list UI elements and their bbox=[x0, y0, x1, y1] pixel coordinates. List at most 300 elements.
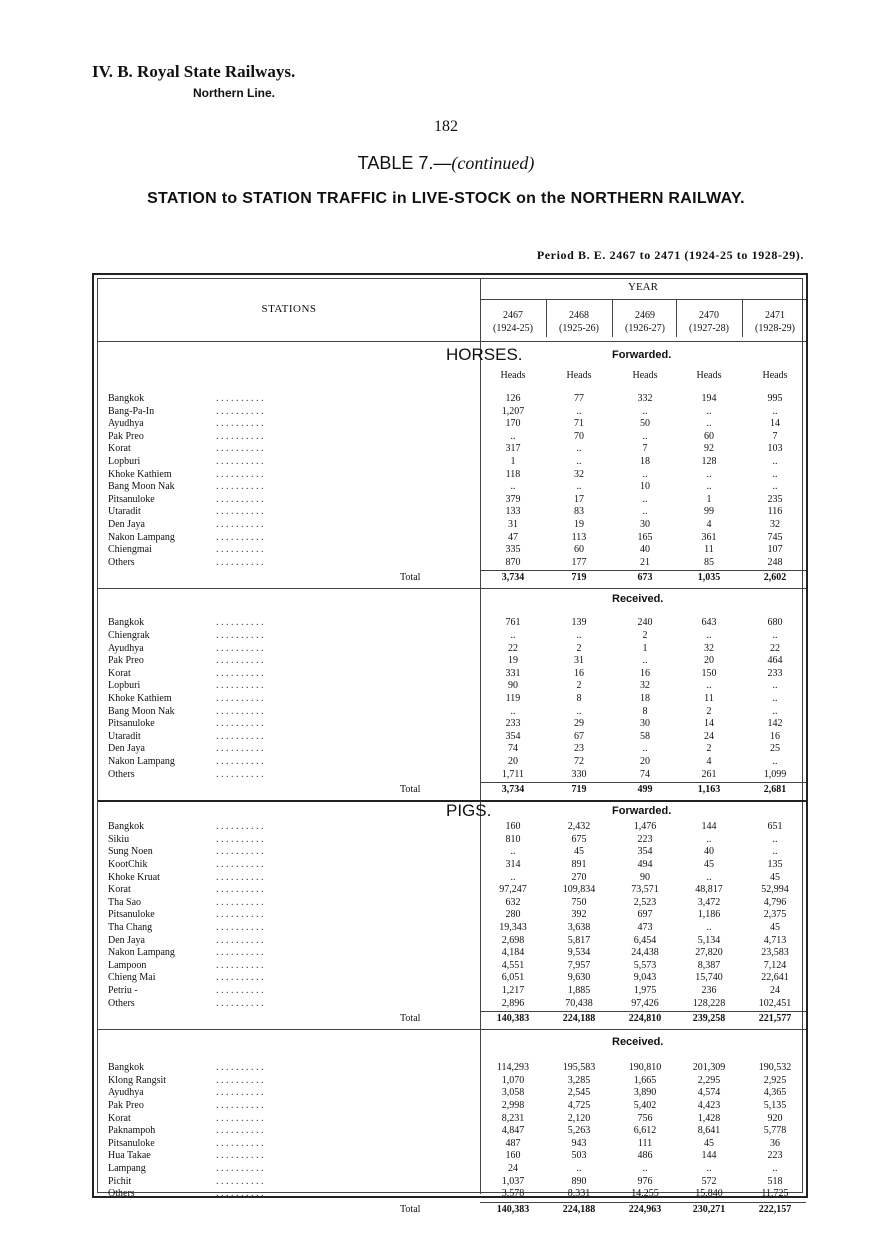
table-row bbox=[94, 668, 810, 681]
total-cell: 673 bbox=[637, 572, 653, 584]
value-cell: 5,778 bbox=[763, 1125, 787, 1137]
station-name: Bang Moon Nak bbox=[108, 481, 175, 493]
station-name: Bang Moon Nak bbox=[108, 705, 175, 717]
station-name: Others bbox=[108, 1188, 135, 1200]
table-row bbox=[94, 743, 810, 756]
leader-dots: . . . . . . . . . . bbox=[216, 1100, 264, 1111]
value-cell: 240 bbox=[637, 617, 653, 629]
value-cell: 3,472 bbox=[697, 896, 721, 908]
year-be: 2467 bbox=[503, 310, 523, 321]
value-cell: 3,285 bbox=[567, 1074, 591, 1086]
value-cell: 2,698 bbox=[501, 934, 525, 946]
value-cell: 1,975 bbox=[633, 985, 657, 996]
value-cell: 90 bbox=[640, 871, 650, 883]
leader-dots: . . . . . . . . . . bbox=[216, 493, 264, 505]
value-cell: 379 bbox=[505, 493, 521, 505]
value-cell: 317 bbox=[505, 443, 521, 455]
value-cell: 3,890 bbox=[633, 1087, 657, 1099]
value-cell: 1,070 bbox=[501, 1074, 525, 1086]
value-cell: .. bbox=[642, 430, 648, 442]
table-row bbox=[94, 630, 810, 643]
table-row bbox=[94, 506, 810, 519]
station-name: Nakon Lampang bbox=[108, 947, 175, 959]
value-cell: 6,454 bbox=[633, 934, 657, 946]
value-cell: 190,810 bbox=[628, 1062, 662, 1074]
value-cell: 19,343 bbox=[499, 922, 527, 933]
value-cell: 8 bbox=[642, 705, 648, 717]
leader-dots: . . . . . . . . . . bbox=[216, 1163, 264, 1174]
table-row bbox=[94, 872, 810, 885]
value-cell: .. bbox=[576, 443, 582, 455]
value-cell: .. bbox=[772, 846, 778, 858]
table-row bbox=[94, 406, 810, 419]
value-cell: 70 bbox=[574, 430, 584, 442]
value-cell: 32 bbox=[574, 468, 584, 480]
value-cell: 45 bbox=[574, 846, 584, 858]
value-cell: 632 bbox=[505, 896, 521, 908]
value-cell: 22 bbox=[770, 642, 780, 654]
station-name: Lampoon bbox=[108, 959, 147, 971]
value-cell: 392 bbox=[571, 909, 587, 921]
value-cell: 248 bbox=[767, 556, 783, 568]
value-cell: 14 bbox=[704, 718, 714, 730]
total-cell: 224,963 bbox=[628, 1203, 662, 1215]
value-cell: 4,796 bbox=[763, 896, 787, 908]
value-cell: .. bbox=[772, 1163, 778, 1174]
value-cell: 7,957 bbox=[567, 959, 591, 971]
value-cell: 128 bbox=[701, 456, 717, 467]
leader-dots: . . . . . . . . . . bbox=[216, 833, 264, 845]
value-cell: 9,630 bbox=[567, 972, 591, 984]
table-row bbox=[94, 1113, 810, 1126]
value-cell: .. bbox=[576, 456, 582, 467]
total-cell: 221,577 bbox=[758, 1013, 792, 1025]
leader-dots: . . . . . . . . . . bbox=[216, 556, 264, 568]
value-cell: 109,834 bbox=[562, 884, 596, 896]
value-cell: 335 bbox=[505, 544, 521, 556]
year-be: 2469 bbox=[635, 310, 655, 321]
value-cell: 103 bbox=[767, 443, 783, 455]
station-name: Pak Preo bbox=[108, 655, 144, 667]
direction-label: Forwarded. bbox=[612, 805, 672, 818]
station-name: Petriu - bbox=[108, 985, 138, 996]
value-cell: .. bbox=[706, 1163, 712, 1174]
value-cell: 45 bbox=[770, 922, 780, 933]
leader-dots: . . . . . . . . . . bbox=[216, 468, 264, 480]
period-label: Period B. E. 2467 to 2471 (1924-25 to 1928-29). bbox=[536, 248, 804, 262]
table-row bbox=[94, 846, 810, 859]
value-cell: .. bbox=[772, 630, 778, 641]
value-cell: .. bbox=[642, 655, 648, 667]
value-cell: .. bbox=[642, 743, 648, 755]
table-row bbox=[94, 680, 810, 693]
value-cell: 50 bbox=[640, 418, 650, 430]
value-cell: 675 bbox=[571, 833, 587, 845]
value-cell: 4,365 bbox=[763, 1087, 787, 1099]
value-cell: .. bbox=[772, 680, 778, 692]
value-cell: .. bbox=[576, 1163, 582, 1174]
station-name: Lopburi bbox=[108, 680, 141, 692]
value-cell: 72 bbox=[574, 756, 584, 767]
value-cell: 891 bbox=[571, 859, 587, 870]
table-row bbox=[94, 418, 810, 431]
table-row bbox=[94, 693, 810, 706]
leader-dots: . . . . . . . . . . bbox=[216, 718, 264, 730]
value-cell: 24 bbox=[770, 985, 780, 996]
station-name: Others bbox=[108, 997, 135, 1009]
station-name: Lopburi bbox=[108, 456, 141, 467]
station-name: Hua Takae bbox=[108, 1150, 151, 1162]
value-cell: 119 bbox=[505, 693, 521, 704]
table-row bbox=[94, 769, 810, 782]
station-name: Pitsanuloke bbox=[108, 493, 155, 505]
station-name: Bangkok bbox=[108, 1062, 145, 1074]
value-cell: 9,043 bbox=[633, 972, 657, 984]
value-cell: 2,375 bbox=[763, 909, 787, 921]
total-cell: 2,602 bbox=[763, 572, 787, 584]
leader-dots: . . . . . . . . . . bbox=[216, 884, 264, 896]
section-rule bbox=[98, 1029, 806, 1030]
value-cell: 31 bbox=[508, 519, 518, 530]
value-cell: 4,713 bbox=[763, 934, 787, 946]
value-cell: 36 bbox=[770, 1137, 780, 1149]
value-cell: .. bbox=[706, 481, 712, 493]
value-cell: 165 bbox=[637, 531, 653, 543]
value-cell: 5,817 bbox=[567, 934, 591, 946]
year-ce: (1928-29) bbox=[755, 323, 795, 334]
station-name: Korat bbox=[108, 443, 131, 455]
total-cell: 1,035 bbox=[697, 572, 721, 584]
leader-dots: . . . . . . . . . . bbox=[216, 821, 264, 833]
value-cell: 1,885 bbox=[567, 985, 591, 996]
value-cell: .. bbox=[772, 756, 778, 767]
value-cell: 473 bbox=[637, 922, 653, 933]
value-cell: 486 bbox=[637, 1150, 653, 1162]
leader-dots: . . . . . . . . . . bbox=[216, 1137, 264, 1149]
value-cell: 133 bbox=[505, 506, 521, 518]
table-row bbox=[94, 481, 810, 494]
table-row bbox=[94, 960, 810, 973]
value-cell: 113 bbox=[571, 531, 587, 543]
value-cell: 4,423 bbox=[697, 1100, 721, 1111]
value-cell: 761 bbox=[505, 617, 521, 629]
value-cell: 1,099 bbox=[763, 768, 787, 780]
value-cell: 24 bbox=[704, 730, 714, 742]
value-cell: 73,571 bbox=[631, 884, 659, 896]
total-cell: 140,383 bbox=[496, 1203, 530, 1215]
value-cell: .. bbox=[772, 405, 778, 417]
value-cell: 20 bbox=[704, 655, 714, 667]
table-row bbox=[94, 821, 810, 834]
leader-dots: . . . . . . . . . . bbox=[216, 1074, 264, 1086]
table-row bbox=[94, 1100, 810, 1113]
table-row bbox=[94, 456, 810, 469]
value-cell: 27,820 bbox=[695, 947, 723, 959]
station-name: Korat bbox=[108, 1112, 131, 1124]
station-name: Ayudhya bbox=[108, 642, 144, 654]
station-name: Khoke Kathiem bbox=[108, 468, 172, 480]
value-cell: 45 bbox=[704, 1137, 714, 1149]
leader-dots: . . . . . . . . . . bbox=[216, 871, 264, 883]
value-cell: 697 bbox=[637, 909, 653, 921]
value-cell: 1,037 bbox=[501, 1175, 525, 1187]
value-cell: 314 bbox=[505, 859, 521, 870]
leader-dots: . . . . . . . . . . bbox=[216, 1150, 264, 1162]
leader-dots: . . . . . . . . . . bbox=[216, 655, 264, 667]
value-cell: 40 bbox=[704, 846, 714, 858]
value-cell: 139 bbox=[571, 617, 587, 629]
value-cell: .. bbox=[772, 481, 778, 493]
leader-dots: . . . . . . . . . . bbox=[216, 456, 264, 467]
station-name: Bangkok bbox=[108, 617, 145, 629]
section-title: HORSES. bbox=[446, 345, 523, 364]
value-cell: 47 bbox=[508, 531, 518, 543]
value-cell: 572 bbox=[701, 1175, 717, 1187]
value-cell: 60 bbox=[704, 430, 714, 442]
total-rule bbox=[480, 1202, 806, 1203]
station-name: Chiengmai bbox=[108, 544, 152, 556]
value-cell: 5,134 bbox=[697, 934, 721, 946]
leader-dots: . . . . . . . . . . bbox=[216, 756, 264, 767]
year-column-header bbox=[480, 309, 546, 335]
value-cell: .. bbox=[510, 481, 516, 493]
value-cell: 11 bbox=[704, 693, 714, 704]
leader-dots: . . . . . . . . . . bbox=[216, 947, 264, 959]
leader-dots: . . . . . . . . . . bbox=[216, 922, 264, 933]
value-cell: 15,840 bbox=[695, 1188, 723, 1200]
total-cell: 140,383 bbox=[496, 1013, 530, 1025]
value-cell: 2,523 bbox=[633, 896, 657, 908]
value-cell: 52,994 bbox=[761, 884, 789, 896]
year-be: 2470 bbox=[699, 310, 719, 321]
value-cell: 2,925 bbox=[763, 1074, 787, 1086]
station-name: Korat bbox=[108, 884, 131, 896]
value-cell: 331 bbox=[505, 667, 521, 679]
value-cell: 976 bbox=[637, 1175, 653, 1187]
value-cell: 170 bbox=[505, 418, 521, 430]
station-name: Lampang bbox=[108, 1163, 146, 1174]
value-cell: 4,184 bbox=[501, 947, 525, 959]
value-cell: 6,612 bbox=[633, 1125, 657, 1137]
value-cell: .. bbox=[576, 630, 582, 641]
value-cell: 5,573 bbox=[633, 959, 657, 971]
value-cell: 233 bbox=[767, 667, 783, 679]
value-cell: 8 bbox=[576, 693, 582, 704]
station-name: Khoke Kathiem bbox=[108, 693, 172, 704]
value-cell: 6,051 bbox=[501, 972, 525, 984]
value-cell: 114,293 bbox=[496, 1062, 530, 1074]
table-row bbox=[94, 731, 810, 744]
leader-dots: . . . . . . . . . . bbox=[216, 405, 264, 417]
value-cell: 20 bbox=[508, 756, 518, 767]
heads-unit-label: Heads bbox=[500, 370, 526, 381]
value-cell: 97,247 bbox=[499, 884, 527, 896]
table-row bbox=[94, 1087, 810, 1100]
value-cell: 2 bbox=[576, 642, 582, 654]
table-number: TABLE 7.— bbox=[357, 153, 452, 173]
leader-dots: . . . . . . . . . . bbox=[216, 959, 264, 971]
table-row bbox=[94, 557, 810, 570]
value-cell: 7 bbox=[772, 430, 778, 442]
leader-dots: . . . . . . . . . . bbox=[216, 985, 264, 996]
year-header: YEAR bbox=[628, 281, 658, 293]
value-cell: 3,578 bbox=[501, 1188, 525, 1200]
value-cell: 14 bbox=[770, 418, 780, 430]
table-row bbox=[94, 884, 810, 897]
leader-dots: . . . . . . . . . . bbox=[216, 642, 264, 654]
table-row bbox=[94, 643, 810, 656]
value-cell: 126 bbox=[505, 393, 521, 404]
value-cell: 16 bbox=[574, 667, 584, 679]
value-cell: 4,725 bbox=[567, 1100, 591, 1111]
table-row bbox=[94, 998, 810, 1011]
value-cell: 354 bbox=[505, 730, 521, 742]
value-cell: 995 bbox=[767, 393, 783, 404]
value-cell: 201,309 bbox=[692, 1062, 726, 1074]
value-cell: 354 bbox=[637, 846, 653, 858]
value-cell: 4 bbox=[706, 519, 712, 530]
table-row bbox=[94, 1150, 810, 1163]
value-cell: .. bbox=[706, 680, 712, 692]
value-cell: 1,186 bbox=[697, 909, 721, 921]
value-cell: .. bbox=[706, 833, 712, 845]
value-cell: 99 bbox=[704, 506, 714, 518]
leader-dots: . . . . . . . . . . bbox=[216, 617, 264, 629]
value-cell: .. bbox=[706, 630, 712, 641]
value-cell: 25 bbox=[770, 743, 780, 755]
direction-label: Received. bbox=[612, 593, 664, 606]
value-cell: 128,228 bbox=[692, 997, 726, 1009]
total-cell: 2,681 bbox=[763, 784, 787, 796]
value-cell: 40 bbox=[640, 544, 650, 556]
value-cell: .. bbox=[576, 705, 582, 717]
value-cell: .. bbox=[576, 481, 582, 493]
total-cell: 499 bbox=[637, 784, 653, 796]
value-cell: 16 bbox=[640, 667, 650, 679]
leader-dots: . . . . . . . . . . bbox=[216, 934, 264, 946]
total-label: Total bbox=[400, 1203, 421, 1215]
value-cell: 494 bbox=[637, 859, 653, 870]
value-cell: 17 bbox=[574, 493, 584, 505]
total-cell: 1,163 bbox=[697, 784, 721, 796]
value-cell: 77 bbox=[574, 393, 584, 404]
station-name: KootChik bbox=[108, 859, 148, 870]
station-name: Tha Chang bbox=[108, 922, 153, 933]
leader-dots: . . . . . . . . . . bbox=[216, 544, 264, 556]
table-row bbox=[94, 985, 810, 998]
total-cell: 3,734 bbox=[501, 572, 525, 584]
value-cell: .. bbox=[772, 456, 778, 467]
station-name: Tha Sao bbox=[108, 896, 142, 908]
value-cell: 92 bbox=[704, 443, 714, 455]
station-name: Ayudhya bbox=[108, 1087, 144, 1099]
value-cell: 18 bbox=[640, 456, 650, 467]
table-row bbox=[94, 756, 810, 769]
direction-label: Received. bbox=[612, 1036, 664, 1049]
value-cell: 48,817 bbox=[695, 884, 723, 896]
value-cell: 4 bbox=[706, 756, 712, 767]
value-cell: 177 bbox=[571, 556, 587, 568]
station-name: Pitsanuloke bbox=[108, 1137, 155, 1149]
table-row bbox=[94, 972, 810, 985]
value-cell: 71 bbox=[574, 418, 584, 430]
station-name: Den Jaya bbox=[108, 743, 145, 755]
value-cell: 15,740 bbox=[695, 972, 723, 984]
station-name: Nakon Lampang bbox=[108, 756, 175, 767]
station-name: Bang-Pa-In bbox=[108, 405, 155, 417]
year-header-divider bbox=[480, 299, 806, 300]
value-cell: 18 bbox=[640, 693, 650, 704]
station-name: Sung Noen bbox=[108, 846, 153, 858]
value-cell: 195,583 bbox=[562, 1062, 596, 1074]
value-cell: 2 bbox=[706, 743, 712, 755]
table-row bbox=[94, 1125, 810, 1138]
value-cell: 194 bbox=[701, 393, 717, 404]
leader-dots: . . . . . . . . . . bbox=[216, 443, 264, 455]
value-cell: 32 bbox=[704, 642, 714, 654]
leader-dots: . . . . . . . . . . bbox=[216, 418, 264, 430]
header-bottom-rule bbox=[98, 341, 806, 342]
station-name: Ayudhya bbox=[108, 418, 144, 430]
value-cell: 8,231 bbox=[501, 1112, 525, 1124]
leader-dots: . . . . . . . . . . bbox=[216, 768, 264, 780]
value-cell: 464 bbox=[767, 655, 783, 667]
value-cell: 67 bbox=[574, 730, 584, 742]
value-cell: 1,217 bbox=[501, 985, 525, 996]
value-cell: .. bbox=[642, 506, 648, 518]
value-cell: .. bbox=[642, 468, 648, 480]
heads-unit-label: Heads bbox=[632, 370, 658, 381]
station-name: Nakon Lampang bbox=[108, 531, 175, 543]
table-row bbox=[94, 834, 810, 847]
value-cell: 680 bbox=[767, 617, 783, 629]
value-cell: 2,896 bbox=[501, 997, 525, 1009]
station-name: Pak Preo bbox=[108, 1100, 144, 1111]
value-cell: .. bbox=[706, 405, 712, 417]
value-cell: 2,998 bbox=[501, 1100, 525, 1111]
value-cell: 870 bbox=[505, 556, 521, 568]
table-row bbox=[94, 655, 810, 668]
total-rule bbox=[480, 570, 806, 571]
table-row bbox=[94, 532, 810, 545]
table-row bbox=[94, 1176, 810, 1189]
table-row bbox=[94, 494, 810, 507]
total-label: Total bbox=[400, 784, 421, 796]
page-number: 182 bbox=[434, 118, 458, 135]
table-row bbox=[94, 897, 810, 910]
value-cell: 361 bbox=[701, 531, 717, 543]
section-rule bbox=[98, 588, 806, 589]
station-name: Pichit bbox=[108, 1175, 132, 1187]
value-cell: 19 bbox=[508, 655, 518, 667]
value-cell: 2,545 bbox=[567, 1087, 591, 1099]
value-cell: 2,120 bbox=[567, 1112, 591, 1124]
leader-dots: . . . . . . . . . . bbox=[216, 997, 264, 1009]
value-cell: 24 bbox=[508, 1163, 518, 1174]
year-ce: (1926-27) bbox=[625, 323, 665, 334]
value-cell: 1,711 bbox=[501, 768, 525, 780]
value-cell: 144 bbox=[701, 1150, 717, 1162]
value-cell: 270 bbox=[571, 871, 587, 883]
station-name: Bangkok bbox=[108, 821, 145, 833]
total-cell: 224,188 bbox=[562, 1013, 596, 1025]
value-cell: 8,641 bbox=[697, 1125, 721, 1137]
value-cell: 14,255 bbox=[631, 1188, 659, 1200]
leader-dots: . . . . . . . . . . bbox=[216, 519, 264, 530]
leader-dots: . . . . . . . . . . bbox=[216, 896, 264, 908]
year-be: 2471 bbox=[765, 310, 785, 321]
value-cell: 643 bbox=[701, 617, 717, 629]
